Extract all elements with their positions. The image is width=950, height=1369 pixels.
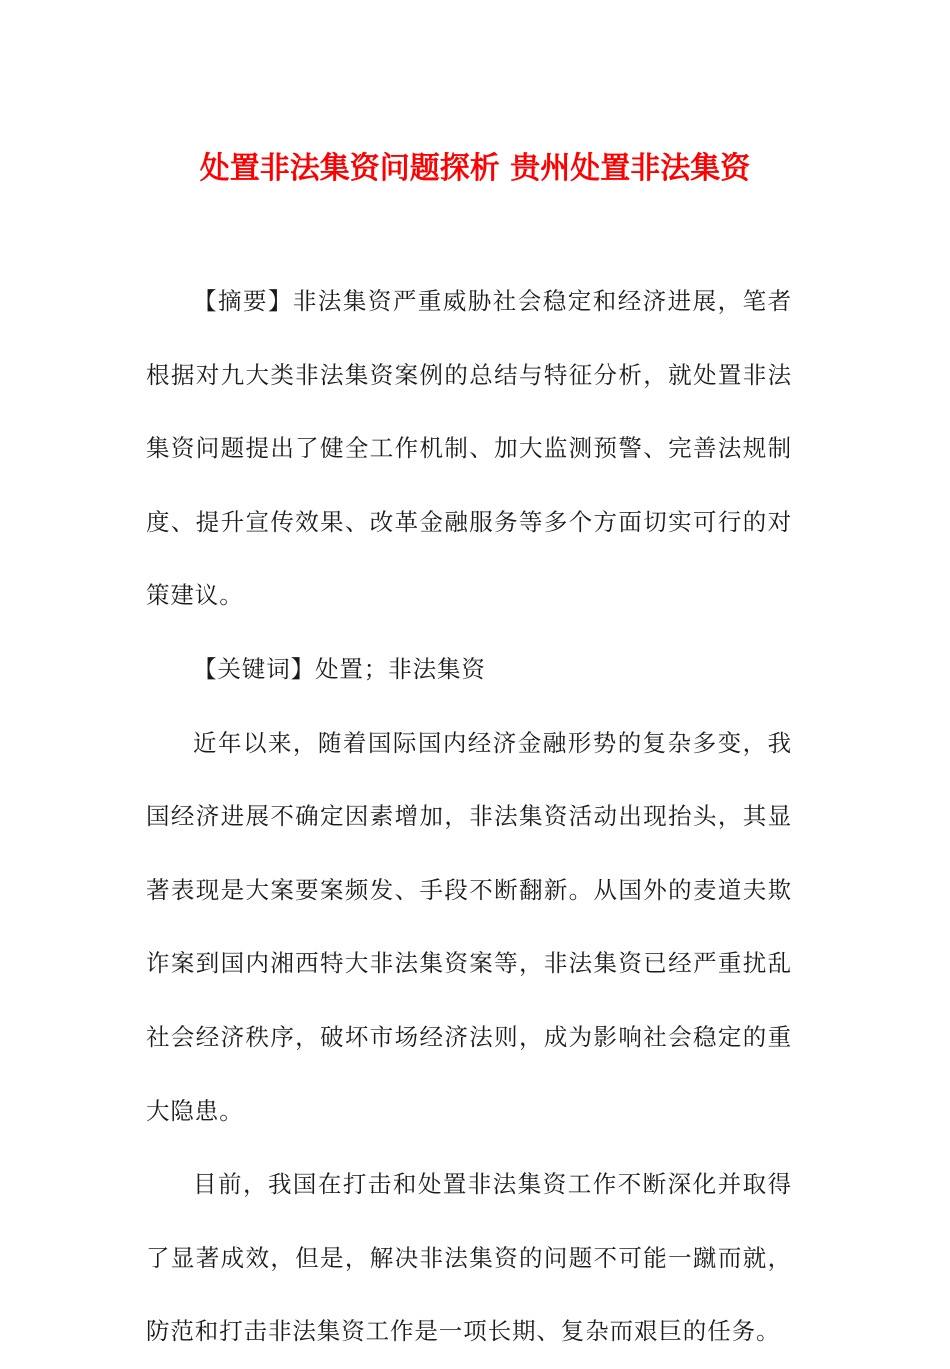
body-paragraph: 目前，我国在打击和处置非法集资工作不断深化并取得了显著成效，但是，解决非法集资的问题不可能一蹴而就，防范和打击非法集资工作是一项长期、复杂而艰巨的任务。 <box>146 1170 792 1346</box>
document-body <box>146 265 792 1369</box>
abstract-paragraph: 【摘要】非法集资严重威胁社会稳定和经济进展，笔者根据对九大类非法集资案例的总结与特征分析，就处置非法集资问题提出了健全工作机制、加大监测预警、完善法规制度、提升宣传效果、改革金融服务等多个方面切实可行的对策建议。 <box>146 287 792 610</box>
body-paragraph: 近年以来，随着国际国内经济金融形势的复杂多变，我国经济进展不确定因素增加，非法集资活动出现抬头，其显著表现是大案要案频发、手段不断翻新。从国外的麦道夫欺诈案到国内湘西特大非法集资案等，非法集资已经严重扰乱社会经济秩序，破坏市场经济法则，成为影响社会稳定的重大隐患。 <box>146 728 792 1125</box>
document-title: 处置非法集资问题探析 贵州处置非法集资 <box>199 151 751 186</box>
keywords-paragraph: 【关键词】处置；非法集资 <box>193 654 486 683</box>
